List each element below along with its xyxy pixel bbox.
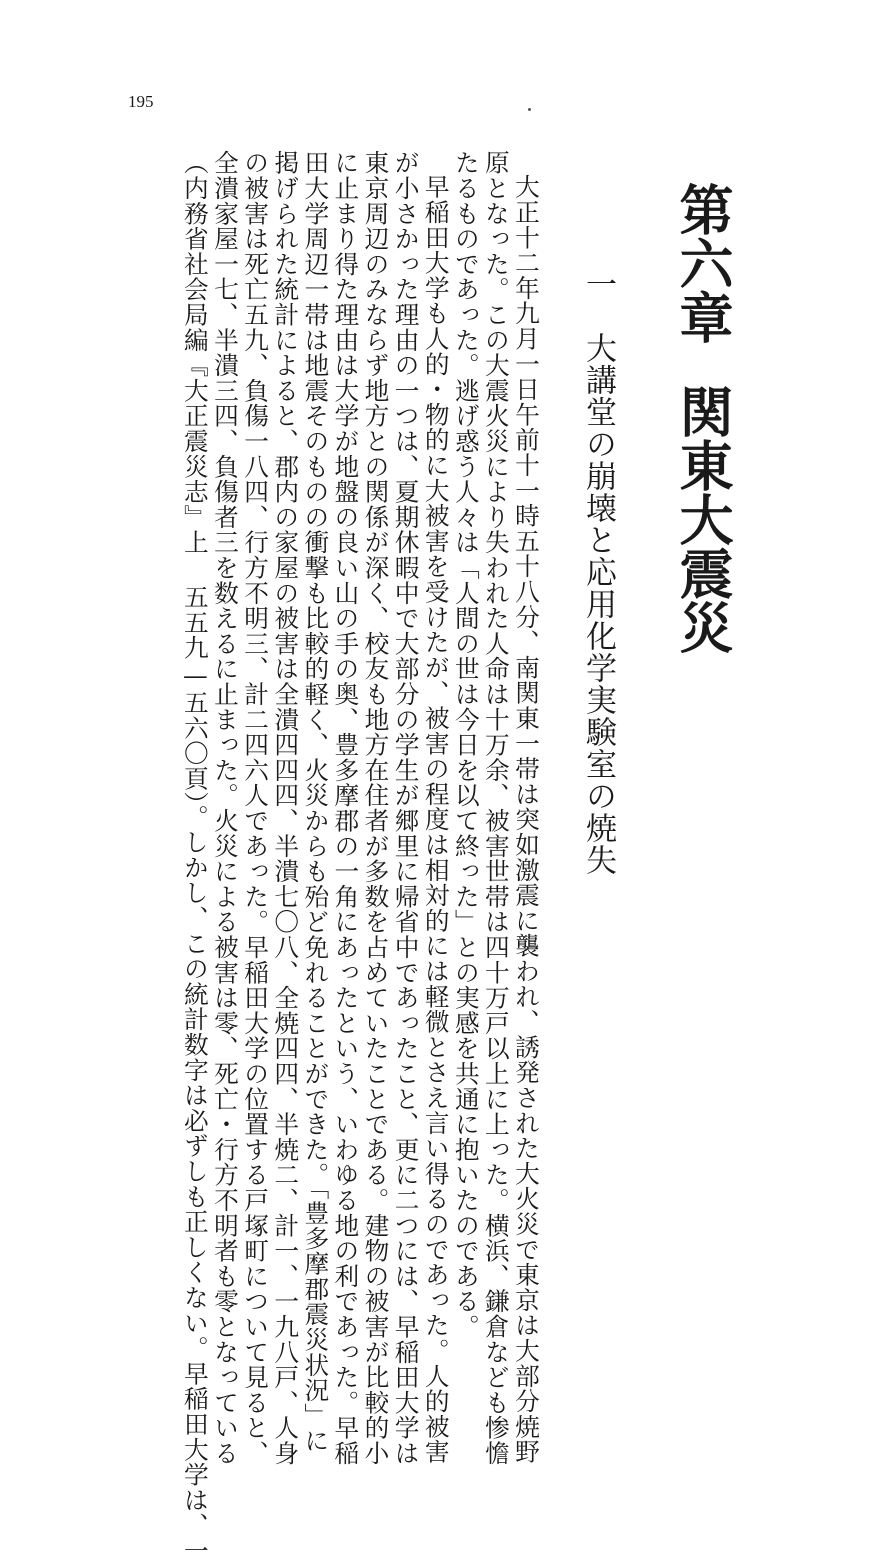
chapter-heading bbox=[673, 182, 733, 654]
body-column: に止まり得た理由は大学が地盤の良い山の手の奥、豊多摩郡の一角にあったという、いわゆる地の利であった。早稲 bbox=[331, 150, 361, 1466]
section-heading: 一 大講堂の崩壊と応用化学実験室の焼失 bbox=[580, 268, 616, 876]
chapter-label: 第六章 bbox=[671, 182, 735, 344]
body-column: 掲げられた統計によると、郡内の家屋の被害は全潰四四四、半潰七〇八、全焼四四、半焼二、計一、一九八戸、人身 bbox=[271, 150, 301, 1466]
body-column: たるものであった。逃げ惑う人々は「人間の世は今日を以て終った」との実感を共通に抱いたのである。 bbox=[451, 150, 481, 1340]
body-column: が小さかった理由の一つは、夏期休暇中で大部分の学生が郷里に帰省中であったこと、更に二つには、早稲田大学は bbox=[391, 150, 421, 1466]
body-column: 全潰家屋一七、半潰三四、負傷者三を数えるに止まった。火災による被害は零、死亡・行方不明者も零となっている bbox=[211, 150, 240, 1466]
body-column: 田大学周辺一帯は地震そのものの衝撃も比較的軽く、火災からも殆ど免れることができた。「豊多摩郡震災状況」に bbox=[301, 150, 331, 1454]
body-column: 東京周辺のみならず地方との関係が深く、校友も地方在住者が多数を占めていたことである。建物の被害が比較的小 bbox=[361, 150, 391, 1466]
chapter-title: 関東大震災 bbox=[671, 384, 735, 654]
page-mark-dot bbox=[528, 108, 531, 111]
body-column: 原となった。この大震火災により失われた人命は十万余、被害世帯は四十万戸以上に上った。横浜、鎌倉なども惨憺 bbox=[481, 150, 511, 1466]
body-column: 大正十二年九月一日午前十一時五十八分、南関東一帯は突如激震に襲われ、誘発された大火災で東京は大部分焼野 bbox=[512, 174, 541, 1465]
body-column: （内務省社会局編『大正震災志』上 五五九—五六〇頁）。しかし、この統計数字は必ずしも正しくない。早稲田大学は、一 bbox=[180, 150, 210, 1563]
body-column: の被害は死亡五九、負傷一八四、行方不明三、計二四六人であった。早稲田大学の位置する戸塚町について見ると、 bbox=[241, 150, 271, 1466]
body-column: 早稲田大学も人的・物的に大被害を受けたが、被害の程度は相対的には軽微とさえ言い得るのであった。人的被害 bbox=[421, 174, 451, 1465]
page-number: 195 bbox=[128, 92, 154, 111]
